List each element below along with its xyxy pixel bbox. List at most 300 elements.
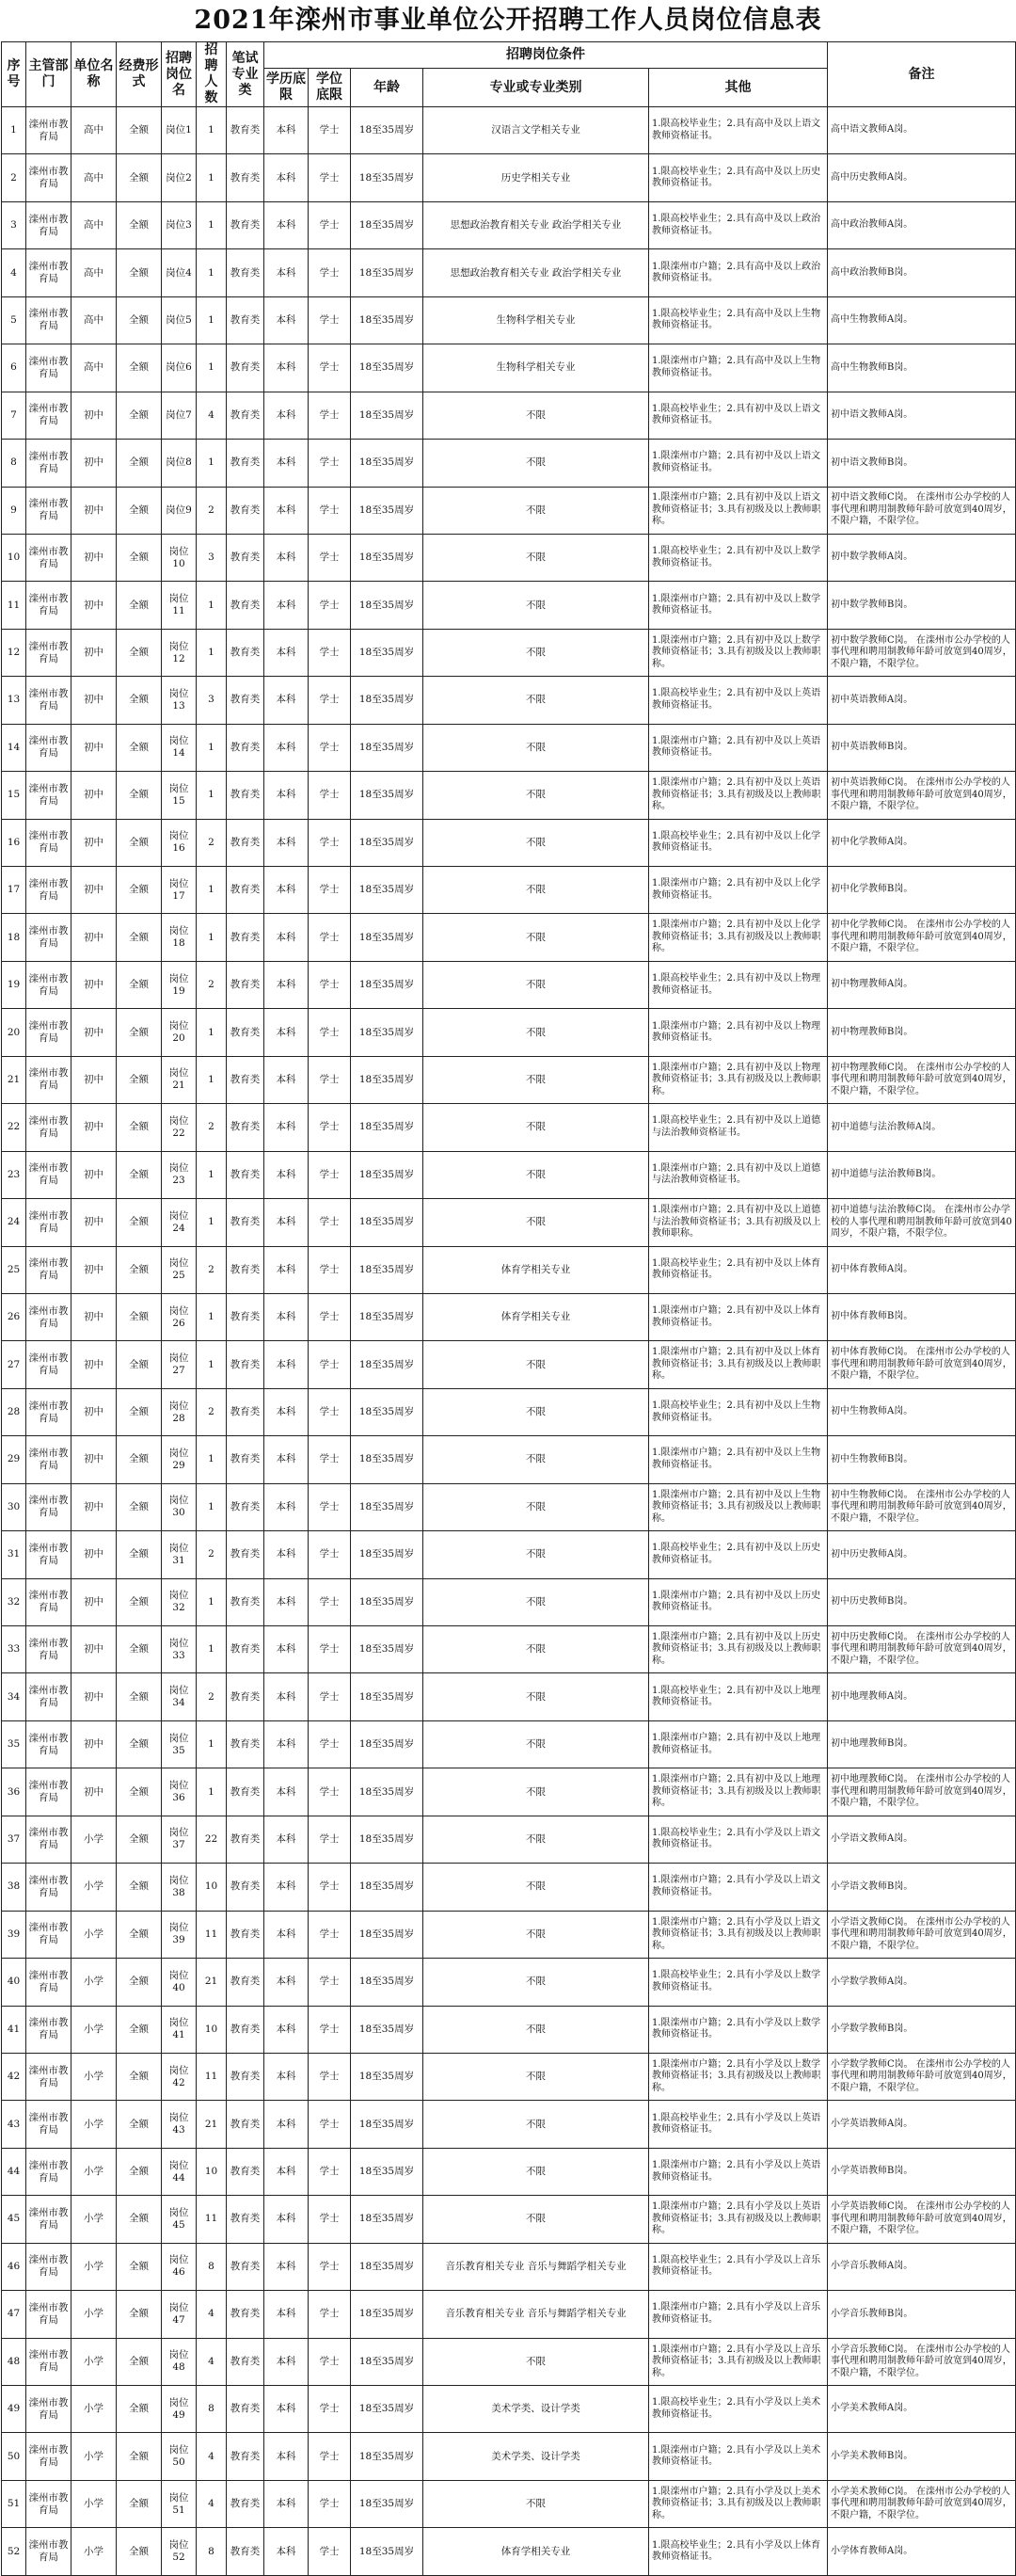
cell-age: 18至35周岁 — [351, 1911, 423, 1958]
cell-edu: 本科 — [264, 1056, 309, 1103]
cell-other: 1.限滦州市户籍；2.具有小学及以上数学教师资格证书；3.具有初级及以上教师职称。 — [649, 2053, 828, 2100]
cell-edu: 本科 — [264, 154, 309, 201]
cell-dept: 滦州市教育局 — [26, 2148, 71, 2195]
cell-unit: 初中 — [71, 1673, 117, 1720]
cell-degree: 学士 — [309, 582, 351, 629]
cell-fund: 全额 — [117, 296, 162, 344]
cell-fund: 全额 — [117, 867, 162, 914]
cell-post: 岗位30 — [162, 1483, 197, 1530]
cell-fund: 全额 — [117, 1246, 162, 1293]
cell-fund: 全额 — [117, 1768, 162, 1816]
cell-age: 18至35周岁 — [351, 1483, 423, 1530]
cell-count: 1 — [197, 344, 227, 392]
cell-age: 18至35周岁 — [351, 2196, 423, 2243]
cell-exam: 教育类 — [227, 1151, 264, 1198]
table-row — [2, 2053, 1016, 2100]
cell-note: 初中数学教师A岗。 — [828, 534, 1016, 581]
cell-age: 18至35周岁 — [351, 914, 423, 961]
cell-no: 10 — [2, 534, 26, 581]
cell-fund: 全额 — [117, 1816, 162, 1863]
cell-major: 不限 — [423, 1199, 649, 1246]
cell-exam: 教育类 — [227, 1104, 264, 1151]
cell-fund: 全额 — [117, 1293, 162, 1340]
cell-note: 初中生物教师B岗。 — [828, 1436, 1016, 1483]
cell-edu: 本科 — [264, 1768, 309, 1816]
cell-exam: 教育类 — [227, 2196, 264, 2243]
cell-major: 生物科学相关专业 — [423, 296, 649, 344]
cell-dept: 滦州市教育局 — [26, 296, 71, 344]
cell-other: 1.限滦州市户籍；2.具有小学及以上音乐教师资格证书；3.具有初级及以上教师职称。 — [649, 2338, 828, 2385]
cell-degree: 学士 — [309, 344, 351, 392]
cell-note: 小学英语教师B岗。 — [828, 2148, 1016, 2195]
cell-count: 1 — [197, 1341, 227, 1388]
cell-other: 1.限滦州市户籍；2.具有初中及以上体育教师资格证书；3.具有初级及以上教师职称。 — [649, 1341, 828, 1388]
cell-dept: 滦州市教育局 — [26, 2433, 71, 2480]
cell-edu: 本科 — [264, 2243, 309, 2290]
cell-dept: 滦州市教育局 — [26, 1626, 71, 1673]
cell-degree: 学士 — [309, 2291, 351, 2338]
cell-exam: 教育类 — [227, 677, 264, 724]
header-dept: 主管部门 — [26, 42, 71, 107]
cell-other: 1.限滦州市户籍；2.具有初中及以上语文教师资格证书。 — [649, 440, 828, 487]
cell-edu: 本科 — [264, 582, 309, 629]
cell-post: 岗位16 — [162, 819, 197, 866]
cell-fund: 全额 — [117, 2053, 162, 2100]
cell-fund: 全额 — [117, 2291, 162, 2338]
cell-post: 岗位5 — [162, 296, 197, 344]
cell-exam: 教育类 — [227, 1293, 264, 1340]
cell-age: 18至35周岁 — [351, 2243, 423, 2290]
cell-fund: 全额 — [117, 2386, 162, 2433]
cell-note: 高中政治教师B岗。 — [828, 249, 1016, 296]
cell-no: 31 — [2, 1531, 26, 1578]
cell-other: 1.限滦州市户籍；2.具有初中及以上道德与法治教师资格证书；3.具有初级及以上教师职称。 — [649, 1199, 828, 1246]
cell-age: 18至35周岁 — [351, 1436, 423, 1483]
cell-major: 不限 — [423, 724, 649, 771]
cell-unit: 小学 — [71, 2433, 117, 2480]
cell-fund: 全额 — [117, 1341, 162, 1388]
header-degree: 学位底限 — [309, 69, 351, 107]
cell-no: 3 — [2, 201, 26, 248]
cell-no: 48 — [2, 2338, 26, 2385]
cell-fund: 全额 — [117, 2338, 162, 2385]
cell-edu: 本科 — [264, 296, 309, 344]
cell-exam: 教育类 — [227, 1911, 264, 1958]
cell-unit: 初中 — [71, 1388, 117, 1435]
table-row — [2, 2006, 1016, 2053]
cell-fund: 全额 — [117, 534, 162, 581]
cell-edu: 本科 — [264, 2006, 309, 2053]
cell-exam: 教育类 — [227, 440, 264, 487]
cell-no: 2 — [2, 154, 26, 201]
cell-age: 18至35周岁 — [351, 1341, 423, 1388]
cell-unit: 小学 — [71, 2148, 117, 2195]
cell-count: 4 — [197, 2338, 227, 2385]
cell-edu: 本科 — [264, 772, 309, 819]
cell-unit: 小学 — [71, 2243, 117, 2290]
cell-fund: 全额 — [117, 1531, 162, 1578]
cell-degree: 学士 — [309, 1483, 351, 1530]
cell-no: 50 — [2, 2433, 26, 2480]
cell-edu: 本科 — [264, 1151, 309, 1198]
cell-degree: 学士 — [309, 1436, 351, 1483]
table-row — [2, 724, 1016, 771]
table-row — [2, 344, 1016, 392]
cell-note: 小学语文教师C岗。 在滦州市公办学校的人事代理和聘用制教师年龄可放宽到40周岁，不限户籍，不限学位。 — [828, 1911, 1016, 1958]
table-row — [2, 440, 1016, 487]
cell-post: 岗位8 — [162, 440, 197, 487]
cell-note: 小学英语教师C岗。 在滦州市公办学校的人事代理和聘用制教师年龄可放宽到40周岁，不限户籍，不限学位。 — [828, 2196, 1016, 2243]
cell-major: 不限 — [423, 487, 649, 534]
cell-fund: 全额 — [117, 914, 162, 961]
cell-major: 不限 — [423, 629, 649, 676]
cell-no: 9 — [2, 487, 26, 534]
cell-exam: 教育类 — [227, 2433, 264, 2480]
cell-other: 1.限滦州市户籍；2.具有初中及以上生物教师资格证书；3.具有初级及以上教师职称。 — [649, 1483, 828, 1530]
cell-fund: 全额 — [117, 154, 162, 201]
cell-major: 音乐教育相关专业 音乐与舞蹈学相关专业 — [423, 2243, 649, 2290]
cell-degree: 学士 — [309, 1816, 351, 1863]
cell-count: 11 — [197, 2053, 227, 2100]
cell-dept: 滦州市教育局 — [26, 1673, 71, 1720]
cell-note: 高中历史教师A岗。 — [828, 154, 1016, 201]
cell-fund: 全额 — [117, 392, 162, 439]
cell-no: 52 — [2, 2528, 26, 2575]
table-row — [2, 1199, 1016, 1246]
cell-note: 初中数学教师C岗。 在滦州市公办学校的人事代理和聘用制教师年龄可放宽到40周岁，不限户籍，不限学位。 — [828, 629, 1016, 676]
cell-other: 1.限高校毕业生；2.具有小学及以上美术教师资格证书。 — [649, 2386, 828, 2433]
cell-major: 不限 — [423, 1388, 649, 1435]
cell-count: 2 — [197, 1673, 227, 1720]
cell-major: 美术学类、设计学类 — [423, 2433, 649, 2480]
cell-major: 不限 — [423, 2101, 649, 2148]
cell-dept: 滦州市教育局 — [26, 2101, 71, 2148]
cell-no: 41 — [2, 2006, 26, 2053]
cell-major: 不限 — [423, 1673, 649, 1720]
cell-unit: 初中 — [71, 867, 117, 914]
cell-dept: 滦州市教育局 — [26, 2338, 71, 2385]
cell-post: 岗位33 — [162, 1626, 197, 1673]
table-row — [2, 677, 1016, 724]
cell-fund: 全额 — [117, 1864, 162, 1911]
cell-dept: 滦州市教育局 — [26, 1199, 71, 1246]
cell-note: 初中历史教师A岗。 — [828, 1531, 1016, 1578]
cell-fund: 全额 — [117, 2148, 162, 2195]
table-row — [2, 2291, 1016, 2338]
cell-unit: 高中 — [71, 344, 117, 392]
cell-no: 46 — [2, 2243, 26, 2290]
cell-count: 1 — [197, 1626, 227, 1673]
cell-age: 18至35周岁 — [351, 296, 423, 344]
cell-degree: 学士 — [309, 1293, 351, 1340]
cell-age: 18至35周岁 — [351, 1673, 423, 1720]
table-row — [2, 867, 1016, 914]
header-count: 招聘人数 — [197, 42, 227, 107]
table-row — [2, 914, 1016, 961]
cell-degree: 学士 — [309, 2528, 351, 2575]
cell-dept: 滦州市教育局 — [26, 1104, 71, 1151]
cell-other: 1.限高校毕业生；2.具有初中及以上体育教师资格证书。 — [649, 1246, 828, 1293]
cell-other: 1.限滦州市户籍；2.具有小学及以上英语教师资格证书；3.具有初级及以上教师职称。 — [649, 2196, 828, 2243]
cell-unit: 初中 — [71, 487, 117, 534]
cell-exam: 教育类 — [227, 1864, 264, 1911]
cell-unit: 小学 — [71, 1911, 117, 1958]
cell-unit: 小学 — [71, 2338, 117, 2385]
cell-note: 初中体育教师B岗。 — [828, 1293, 1016, 1340]
table-row — [2, 1151, 1016, 1198]
cell-dept: 滦州市教育局 — [26, 1293, 71, 1340]
cell-exam: 教育类 — [227, 392, 264, 439]
cell-exam: 教育类 — [227, 867, 264, 914]
cell-other: 1.限滦州市户籍；2.具有初中及以上物理教师资格证书。 — [649, 1009, 828, 1056]
cell-post: 岗位29 — [162, 1436, 197, 1483]
cell-unit: 初中 — [71, 914, 117, 961]
table-row — [2, 1578, 1016, 1625]
cell-count: 21 — [197, 2101, 227, 2148]
cell-edu: 本科 — [264, 1388, 309, 1435]
table-row — [2, 1959, 1016, 2006]
cell-age: 18至35周岁 — [351, 1056, 423, 1103]
cell-edu: 本科 — [264, 1293, 309, 1340]
cell-dept: 滦州市教育局 — [26, 1911, 71, 1958]
cell-other: 1.限高校毕业生；2.具有高中及以上政治教师资格证书。 — [649, 201, 828, 248]
cell-other: 1.限滦州市户籍；2.具有初中及以上道德与法治教师资格证书。 — [649, 1151, 828, 1198]
cell-dept: 滦州市教育局 — [26, 2291, 71, 2338]
cell-age: 18至35周岁 — [351, 819, 423, 866]
cell-edu: 本科 — [264, 1959, 309, 2006]
cell-exam: 教育类 — [227, 2006, 264, 2053]
cell-fund: 全额 — [117, 344, 162, 392]
cell-count: 8 — [197, 2386, 227, 2433]
cell-unit: 初中 — [71, 772, 117, 819]
cell-note: 小学音乐教师B岗。 — [828, 2291, 1016, 2338]
cell-count: 10 — [197, 1864, 227, 1911]
cell-note: 高中生物教师A岗。 — [828, 296, 1016, 344]
cell-unit: 初中 — [71, 1341, 117, 1388]
cell-post: 岗位38 — [162, 1864, 197, 1911]
cell-unit: 小学 — [71, 2480, 117, 2527]
header-major: 专业或专业类别 — [423, 69, 649, 107]
table-row — [2, 1720, 1016, 1768]
cell-degree: 学士 — [309, 1768, 351, 1816]
cell-no: 43 — [2, 2101, 26, 2148]
table-row — [2, 201, 1016, 248]
cell-major: 不限 — [423, 772, 649, 819]
cell-post: 岗位37 — [162, 1816, 197, 1863]
cell-dept: 滦州市教育局 — [26, 1959, 71, 2006]
cell-edu: 本科 — [264, 487, 309, 534]
cell-dept: 滦州市教育局 — [26, 1388, 71, 1435]
table-row — [2, 1864, 1016, 1911]
table-body — [2, 107, 1016, 2576]
cell-major: 不限 — [423, 1816, 649, 1863]
table-row — [2, 1531, 1016, 1578]
cell-degree: 学士 — [309, 487, 351, 534]
table-row — [2, 1483, 1016, 1530]
cell-degree: 学士 — [309, 1626, 351, 1673]
cell-post: 岗位4 — [162, 249, 197, 296]
cell-exam: 教育类 — [227, 1531, 264, 1578]
cell-other: 1.限高校毕业生；2.具有高中及以上语文教师资格证书。 — [649, 107, 828, 154]
cell-note: 初中体育教师C岗。 在滦州市公办学校的人事代理和聘用制教师年龄可放宽到40周岁，不限户籍，不限学位。 — [828, 1341, 1016, 1388]
cell-note: 初中道德与法治教师B岗。 — [828, 1151, 1016, 1198]
header-fund: 经费形式 — [117, 42, 162, 107]
cell-unit: 高中 — [71, 249, 117, 296]
cell-note: 小学数学教师A岗。 — [828, 1959, 1016, 2006]
cell-edu: 本科 — [264, 2101, 309, 2148]
cell-age: 18至35周岁 — [351, 772, 423, 819]
cell-dept: 滦州市教育局 — [26, 392, 71, 439]
cell-exam: 教育类 — [227, 1673, 264, 1720]
cell-other: 1.限滦州市户籍；2.具有初中及以上物理教师资格证书；3.具有初级及以上教师职称。 — [649, 1056, 828, 1103]
cell-exam: 教育类 — [227, 961, 264, 1008]
cell-other: 1.限高校毕业生；2.具有初中及以上英语教师资格证书。 — [649, 677, 828, 724]
cell-major: 不限 — [423, 1626, 649, 1673]
cell-edu: 本科 — [264, 1341, 309, 1388]
cell-dept: 滦州市教育局 — [26, 2243, 71, 2290]
cell-degree: 学士 — [309, 2480, 351, 2527]
cell-dept: 滦州市教育局 — [26, 2053, 71, 2100]
cell-exam: 教育类 — [227, 296, 264, 344]
cell-note: 初中物理教师B岗。 — [828, 1009, 1016, 1056]
cell-note: 初中物理教师A岗。 — [828, 961, 1016, 1008]
cell-age: 18至35周岁 — [351, 1720, 423, 1768]
cell-count: 1 — [197, 914, 227, 961]
cell-post: 岗位39 — [162, 1911, 197, 1958]
cell-exam: 教育类 — [227, 629, 264, 676]
cell-fund: 全额 — [117, 2006, 162, 2053]
cell-note: 初中语文教师A岗。 — [828, 392, 1016, 439]
cell-count: 1 — [197, 201, 227, 248]
cell-unit: 高中 — [71, 201, 117, 248]
cell-no: 44 — [2, 2148, 26, 2195]
cell-age: 18至35周岁 — [351, 487, 423, 534]
cell-post: 岗位51 — [162, 2480, 197, 2527]
cell-count: 2 — [197, 1531, 227, 1578]
cell-degree: 学士 — [309, 1388, 351, 1435]
cell-no: 27 — [2, 1341, 26, 1388]
cell-exam: 教育类 — [227, 1768, 264, 1816]
cell-age: 18至35周岁 — [351, 2433, 423, 2480]
cell-post: 岗位18 — [162, 914, 197, 961]
cell-degree: 学士 — [309, 1864, 351, 1911]
cell-age: 18至35周岁 — [351, 249, 423, 296]
cell-no: 49 — [2, 2386, 26, 2433]
table-row — [2, 1293, 1016, 1340]
cell-degree: 学士 — [309, 2196, 351, 2243]
cell-degree: 学士 — [309, 2006, 351, 2053]
cell-post: 岗位19 — [162, 961, 197, 1008]
cell-degree: 学士 — [309, 107, 351, 154]
cell-major: 不限 — [423, 1436, 649, 1483]
cell-fund: 全额 — [117, 1959, 162, 2006]
cell-post: 岗位26 — [162, 1293, 197, 1340]
cell-fund: 全额 — [117, 1056, 162, 1103]
cell-count: 1 — [197, 1151, 227, 1198]
cell-degree: 学士 — [309, 201, 351, 248]
cell-edu: 本科 — [264, 1673, 309, 1720]
cell-edu: 本科 — [264, 2291, 309, 2338]
cell-age: 18至35周岁 — [351, 344, 423, 392]
cell-exam: 教育类 — [227, 914, 264, 961]
cell-age: 18至35周岁 — [351, 1151, 423, 1198]
cell-age: 18至35周岁 — [351, 582, 423, 629]
cell-post: 岗位2 — [162, 154, 197, 201]
cell-no: 18 — [2, 914, 26, 961]
cell-major: 不限 — [423, 1151, 649, 1198]
cell-major: 不限 — [423, 1959, 649, 2006]
cell-age: 18至35周岁 — [351, 2528, 423, 2575]
table-row — [2, 2433, 1016, 2480]
cell-post: 岗位32 — [162, 1578, 197, 1625]
cell-post: 岗位20 — [162, 1009, 197, 1056]
cell-count: 4 — [197, 2480, 227, 2527]
cell-dept: 滦州市教育局 — [26, 1720, 71, 1768]
cell-count: 1 — [197, 1199, 227, 1246]
cell-edu: 本科 — [264, 1009, 309, 1056]
cell-edu: 本科 — [264, 440, 309, 487]
header-conditions: 招聘岗位条件 — [264, 42, 828, 69]
cell-fund: 全额 — [117, 1388, 162, 1435]
cell-no: 42 — [2, 2053, 26, 2100]
cell-other: 1.限高校毕业生；2.具有初中及以上道德与法治教师资格证书。 — [649, 1104, 828, 1151]
table-row — [2, 107, 1016, 154]
cell-degree: 学士 — [309, 772, 351, 819]
cell-edu: 本科 — [264, 2528, 309, 2575]
cell-degree: 学士 — [309, 1341, 351, 1388]
cell-other: 1.限滦州市户籍；2.具有初中及以上英语教师资格证书；3.具有初级及以上教师职称。 — [649, 772, 828, 819]
cell-count: 3 — [197, 677, 227, 724]
cell-note: 高中语文教师A岗。 — [828, 107, 1016, 154]
cell-post: 岗位27 — [162, 1341, 197, 1388]
cell-count: 1 — [197, 1293, 227, 1340]
cell-note: 小学数学教师C岗。 在滦州市公办学校的人事代理和聘用制教师年龄可放宽到40周岁，不限户籍，不限学位。 — [828, 2053, 1016, 2100]
cell-major: 生物科学相关专业 — [423, 344, 649, 392]
cell-dept: 滦州市教育局 — [26, 867, 71, 914]
cell-age: 18至35周岁 — [351, 2291, 423, 2338]
cell-dept: 滦州市教育局 — [26, 2196, 71, 2243]
table-row — [2, 249, 1016, 296]
cell-note: 高中政治教师A岗。 — [828, 201, 1016, 248]
cell-post: 岗位41 — [162, 2006, 197, 2053]
cell-major: 不限 — [423, 1911, 649, 1958]
table-row — [2, 2148, 1016, 2195]
cell-exam: 教育类 — [227, 1388, 264, 1435]
cell-age: 18至35周岁 — [351, 1246, 423, 1293]
cell-note: 小学美术教师C岗。 在滦州市公办学校的人事代理和聘用制教师年龄可放宽到40周岁，不限户籍，不限学位。 — [828, 2480, 1016, 2527]
cell-dept: 滦州市教育局 — [26, 440, 71, 487]
cell-major: 美术学类、设计学类 — [423, 2386, 649, 2433]
cell-post: 岗位35 — [162, 1720, 197, 1768]
cell-post: 岗位17 — [162, 867, 197, 914]
cell-edu: 本科 — [264, 1864, 309, 1911]
cell-no: 5 — [2, 296, 26, 344]
cell-unit: 小学 — [71, 2053, 117, 2100]
cell-unit: 初中 — [71, 1768, 117, 1816]
cell-fund: 全额 — [117, 1199, 162, 1246]
cell-note: 初中语文教师C岗。 在滦州市公办学校的人事代理和聘用制教师年龄可放宽到40周岁，不限户籍，不限学位。 — [828, 487, 1016, 534]
table-row — [2, 1246, 1016, 1293]
cell-other: 1.限高校毕业生；2.具有小学及以上音乐教师资格证书。 — [649, 2243, 828, 2290]
cell-exam: 教育类 — [227, 201, 264, 248]
cell-major: 不限 — [423, 2053, 649, 2100]
cell-fund: 全额 — [117, 1151, 162, 1198]
cell-exam: 教育类 — [227, 1816, 264, 1863]
cell-edu: 本科 — [264, 2053, 309, 2100]
table-row — [2, 2196, 1016, 2243]
cell-edu: 本科 — [264, 201, 309, 248]
cell-exam: 教育类 — [227, 772, 264, 819]
